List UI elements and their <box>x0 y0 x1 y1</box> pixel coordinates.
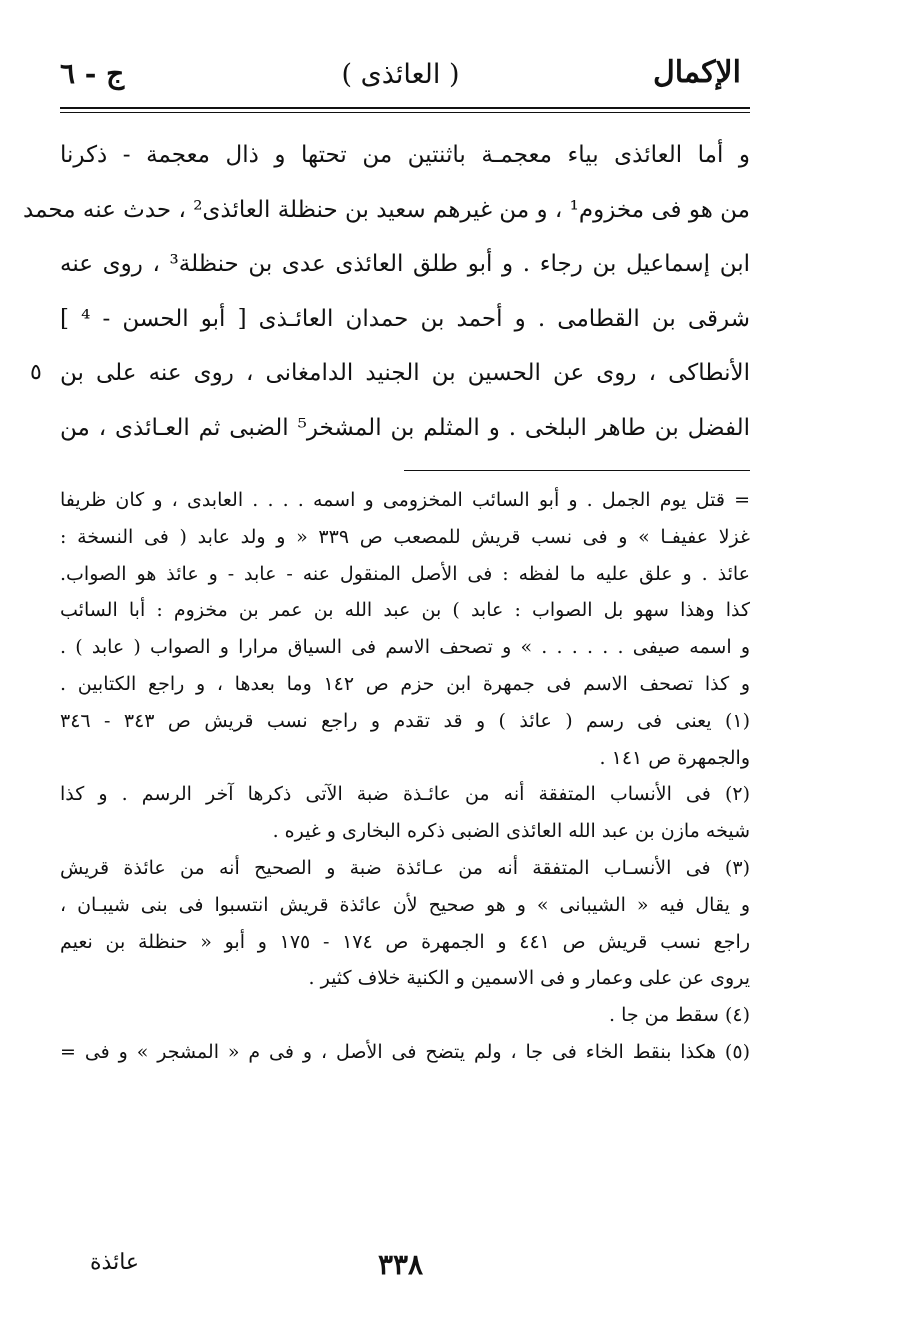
main-line: شرقى بن القطامى . و أحمد بن حمدان العائـذى [ أبو الحسن - ⁴ ] <box>60 305 750 332</box>
footnote-line: يروى عن على وعمار و فى الاسمين و الكنية خلاف كثير . <box>308 967 750 990</box>
main-line-text: الأنطاكى ، روى عن الحسين بن الجنيد الدامغانى ، روى عنه على بن <box>60 360 750 386</box>
running-header <box>60 55 741 100</box>
footnote-line: (٣) فى الأنسـاب المتفقة أنه من عـائذة ضبة و الصحيح أنه من عائذة قريش <box>60 856 750 879</box>
footnote-line: (١) يعنى فى رسم ( عائذ ) و قد تقدم و راجع نسب قريش ص ٣٤٣ - ٣٤٦ <box>60 709 750 732</box>
volume-label: ج - ٦ <box>60 57 125 90</box>
footnote-line: و كذا تصحف الاسم فى جمهرة ابن حزم ص ١٤٢ وما بعدها ، و راجع الكتابين . <box>60 672 750 695</box>
footnote-line: = قتل يوم الجمل . و أبو السائب المخزومى و اسمه . . . . العابدى ، و كان ظريفا <box>60 489 750 511</box>
page-number: ٣٣٨ <box>377 1248 424 1281</box>
footnote-line: شيخه مازن بن عبد الله العائذى الضبى ذكره البخارى و غيره . <box>272 820 750 843</box>
footnote-line: (٥) هكذا بنقط الخاء فى جا ، ولم يتضح فى الأصل ، و فى م « المشجر » و فى = <box>60 1040 750 1063</box>
footnote-line: (٤) سقط من جا . <box>609 1004 750 1027</box>
catchword: عائذة <box>90 1250 140 1275</box>
section-title: ( العائذى ) <box>341 59 460 90</box>
main-line-5 <box>30 346 750 401</box>
footnotes <box>60 482 750 1071</box>
footnote-line: (٢) فى الأنساب المتفقة أنه من عائـذة ضبة الآتى ذكرها آخر الرسم . و كذا <box>60 783 750 806</box>
footnote-line: والجمهرة ص ١٤١ . <box>599 746 750 769</box>
book-title: الإكمال <box>652 55 741 90</box>
page-footer <box>60 1248 741 1288</box>
line-number-marker: ٥ <box>30 360 42 385</box>
footnote-line: عائذ . و علق عليه ما لفظه : فى الأصل المنقول عنه - عابد - و عائذ هو الصواب. <box>60 562 750 585</box>
main-line: ابن إسماعيل بن رجاء . و أبو طلق العائذى عدى بن حنظلة³ ، روى عنه <box>60 251 750 277</box>
header-rule <box>60 107 750 109</box>
footnote-line: كذا وهذا سهو بل الصواب : عابد ) بن عبد الله بن عمر بن مخزوم : أبا السائب <box>60 599 750 622</box>
footnote-divider <box>404 470 750 471</box>
footnote-line: و يقال فيه « الشيبانى » و هو صحيح لأن عائذة قريش انتسبوا فى بنى شيبـان ، <box>60 893 750 916</box>
main-line: من هو فى مخزوم¹ ، و من غيرهم سعيد بن حنظلة العائذى² ، حدث عنه محمد <box>23 196 750 223</box>
footnote-line: و اسمه صيفى . . . . . . » و تصحف الاسم فى السياق مرارا و الصواب ( عابد ) . <box>60 636 750 659</box>
main-text <box>23 128 751 455</box>
footnote-line: راجع نسب قريش ص ٤٤١ و الجمهرة ص ١٧٤ - ١٧٥ و أبو « حنظلة بن نعيم <box>60 930 750 953</box>
footnote-line: غزلا عفيفـا » و فى نسب قريش للمصعب ص ٣٣٩ « و ولد عابد ( فى النسخة : <box>60 525 750 548</box>
main-line: الفضل بن طاهر البلخى . و المثلم بن المشخر⁵ الضبى ثم العـائذى ، من <box>60 414 751 441</box>
main-line: و أما العائذى بياء معجمـة باثنتين من تحتها و ذال معجمة - ذكرنا <box>60 142 750 168</box>
header-rule-thin <box>60 112 750 113</box>
